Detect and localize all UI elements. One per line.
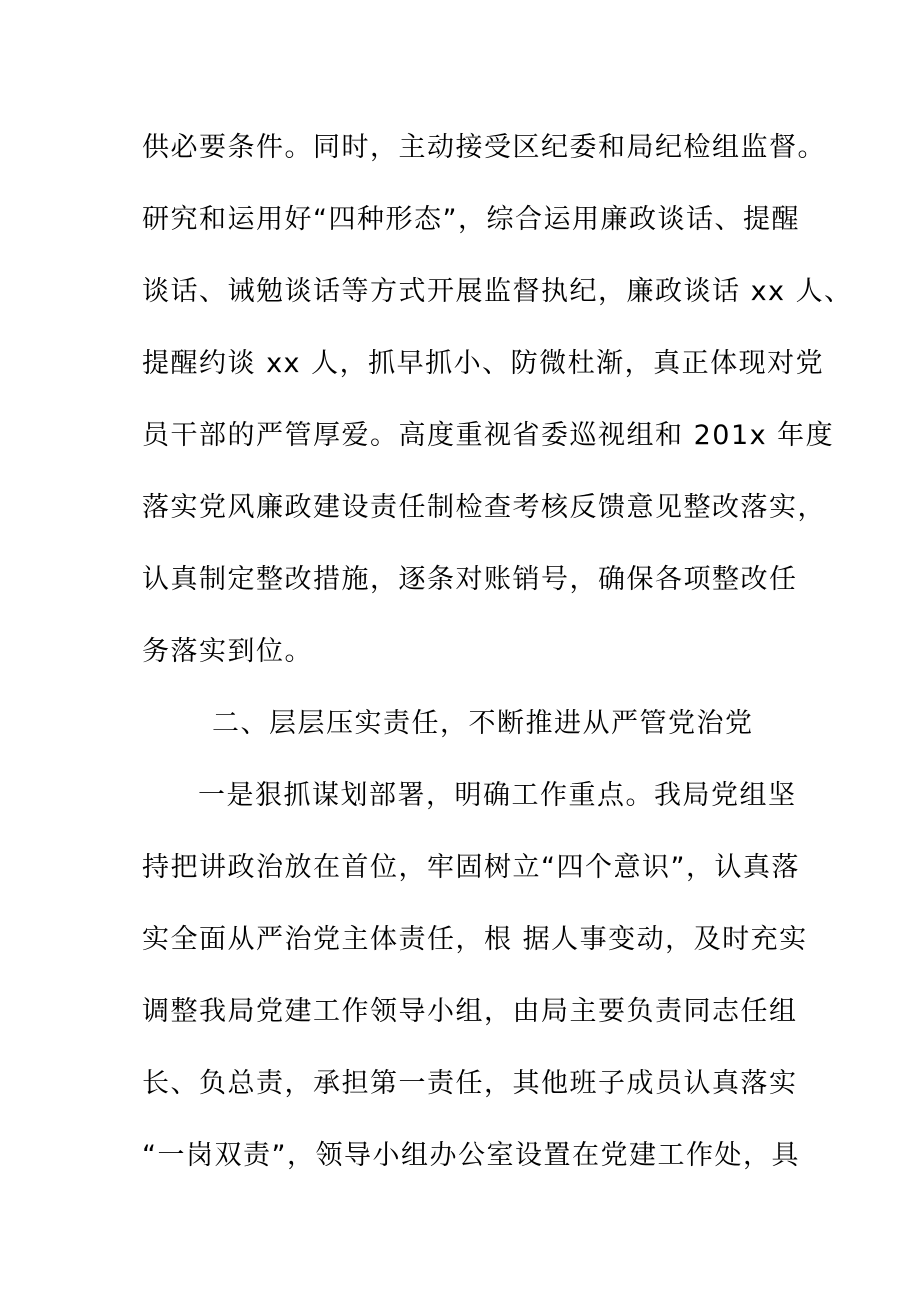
- paragraph-line: 长、负总责，承担第一责任，其他班子成员认真落实: [142, 1068, 798, 1099]
- paragraph-line: 落实党风廉政建设责任制检查考核反馈意见整改落实，: [142, 492, 826, 523]
- paragraph-line: 认真制定整改措施，逐条对账销号，确保各项整改任: [142, 564, 798, 595]
- paragraph-line: 调整我局党建工作领导小组，由局主要负责同志任组: [142, 996, 798, 1027]
- paragraph-line: 一是狠抓谋划部署，明确工作重点。我局党组坚: [198, 780, 797, 811]
- paragraph-line: 员干部的严管厚爱。高度重视省委巡视组和 201x 年度: [142, 420, 835, 451]
- paragraph-line: 持把讲政治放在首位，牢固树立“四个意识”，认真落: [142, 852, 800, 883]
- paragraph-line: 研究和运用好“四种形态”，综合运用廉政谈话、提醒: [142, 204, 800, 235]
- paragraph-line: 实全面从严治党主体责任，根 据人事变动，及时充实: [142, 924, 808, 955]
- paragraph-line: 谈话、诫勉谈话等方式开展监督执纪，廉政谈话 xx 人、: [142, 276, 853, 307]
- paragraph-line: 提醒约谈 xx 人，抓早抓小、防微杜渐，真正体现对党: [142, 348, 825, 379]
- paragraph-line: 供必要条件。同时，主动接受区纪委和局纪检组监督。: [142, 132, 826, 163]
- section-heading: 二、层层压实责任，不断推进从严管党治党: [212, 708, 754, 739]
- paragraph-line: 务落实到位。: [142, 636, 313, 667]
- paragraph-line: “一岗双责”，领导小组办公室设置在党建工作处，具: [142, 1140, 800, 1171]
